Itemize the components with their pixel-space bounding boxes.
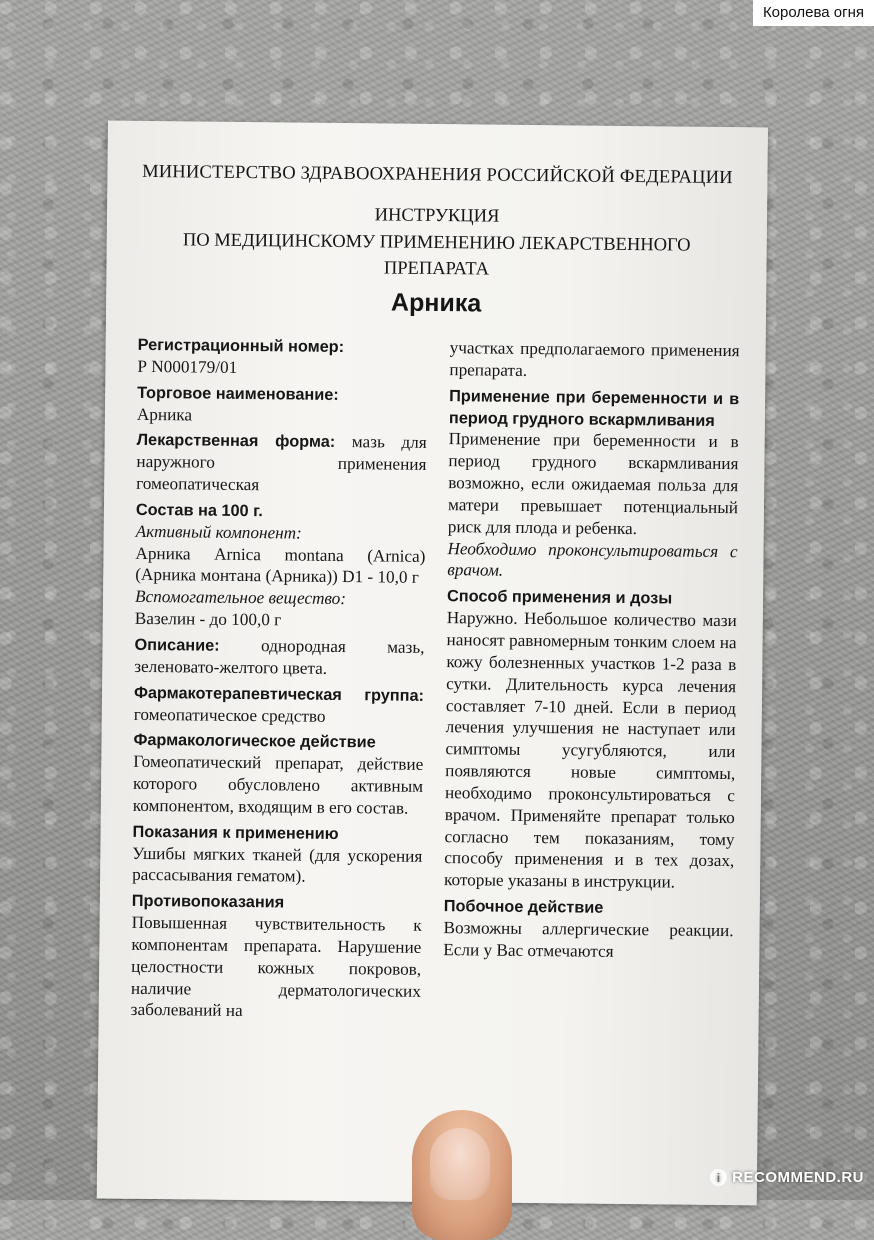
dosage-text: Наружно. Небольшое количество мази наносят равномерным тонким слоем на кожу болезненных участков 1-2 раза в сутки. Длительность курса лечения составляет 7-10 дней. Если в период лечения улучшения не наступает или симптомы усугубляются, или появляются новые симптомы, необходимо проконсультироваться с врачом. Применяйте препарат только согласно тем показаниям, тому способу применения и в тех дозах, которые указаны в инструкции.: [443, 608, 737, 892]
registration-section: [137, 334, 427, 381]
leaflet-header: [106, 121, 768, 325]
description-label: Описание:: [134, 635, 220, 655]
auxiliary-label: Вспомогательное вещество:: [134, 587, 347, 609]
dosage-form-label: Лекарственная форма:: [136, 431, 336, 452]
left-column: [131, 334, 428, 1028]
dosage-form-value: мазь для наружного применения гомеопатическая: [136, 432, 427, 495]
thumbnail: [430, 1128, 490, 1200]
active-component-value: Арника Arnica montana (Arnica) (Арника монтана (Арника)) D1 - 10,0 г: [135, 543, 426, 588]
registration-label: Регистрационный номер:: [137, 335, 345, 357]
ministry-title: МИНИСТЕРСТВО ЗДРАВООХРАНЕНИЯ РОССИЙСКОЙ ФЕДЕРАЦИИ: [142, 161, 733, 189]
indications-section: [132, 821, 423, 890]
right-column: [443, 337, 740, 1031]
instruction-leaflet: [97, 121, 768, 1206]
pharm-action-title: Фармакологическое действие: [133, 731, 376, 752]
pregnancy-note: Необходимо проконсультироваться с врачом.: [447, 538, 738, 581]
contraindications-title: Противопоказания: [131, 892, 285, 912]
pharm-group-label: Фармакотерапевтическая группа:: [133, 683, 425, 705]
pharm-group-section: [134, 682, 424, 729]
description-value: однородная мазь, зеленовато-желтого цвета.: [134, 635, 425, 678]
site-logo-icon: i: [710, 1169, 727, 1186]
side-effects-section: [443, 895, 734, 964]
registration-number: Р N000179/01: [137, 356, 238, 377]
indications-title: Показания к применению: [132, 822, 339, 843]
composition-section: [135, 499, 426, 633]
contraindications-section: [131, 890, 422, 1024]
trade-name-section: [137, 382, 427, 429]
trade-name-label: Торговое наименование:: [137, 383, 339, 404]
dosage-title: Способ применения и дозы: [446, 587, 673, 608]
auxiliary-value: Вазелин - до 100,0 г: [134, 608, 282, 630]
site-watermark-text: RECOMMEND.RU: [732, 1169, 864, 1186]
dosage-section: [444, 585, 737, 894]
author-watermark: Королева огня: [753, 0, 874, 26]
composition-title: Состав на 100 г.: [135, 500, 263, 521]
description-section: [134, 634, 424, 681]
indications-text: Ушибы мягких тканей (для ускорения рассасывания гематом).: [132, 843, 423, 887]
instruction-subtitle-cont: ПРЕПАРАТА: [383, 258, 490, 280]
pregnancy-section: [447, 385, 739, 585]
pharm-action-section: [133, 729, 424, 819]
instruction-title: ИНСТРУКЦИЯ: [374, 205, 500, 227]
side-effects-title: Побочное действие: [443, 897, 604, 917]
contraindications-text: Повышенная чувствительность к компонентам препарата. Нарушение целостности кожных покровов, наличие дерматологических заболеваний на: [130, 912, 422, 1021]
active-component-label: Активный компонент:: [135, 521, 302, 543]
side-effects-text: Возможны аллергические реакции. Если у Вас отмечаются: [443, 918, 734, 961]
pharm-action-text: Гомеопатический препарат, действие которого обусловлено активным компонентом, входящим в его состав.: [132, 752, 424, 818]
drug-name: Арника: [390, 288, 482, 318]
dosage-form-section: [136, 429, 427, 498]
pregnancy-title: Применение при беременности и в период грудного вскармливания: [448, 386, 740, 430]
trade-name-value: Арника: [136, 404, 193, 424]
leaflet-body: [131, 334, 742, 1032]
pharm-group-value: гомеопатическое средство: [133, 704, 326, 726]
instruction-subtitle: ПО МЕДИЦИНСКОМУ ПРИМЕНЕНИЮ ЛЕКАРСТВЕННОГО: [182, 229, 691, 256]
site-watermark: [710, 1169, 864, 1186]
pregnancy-text: Применение при беременности и в период грудного вскармливания возможно, если ожидаемая польза для матери превышает потенциальный риск для плода и ребенка.: [447, 429, 739, 538]
contraindications-continued: участках предполагаемого применения препарата.: [449, 338, 740, 380]
